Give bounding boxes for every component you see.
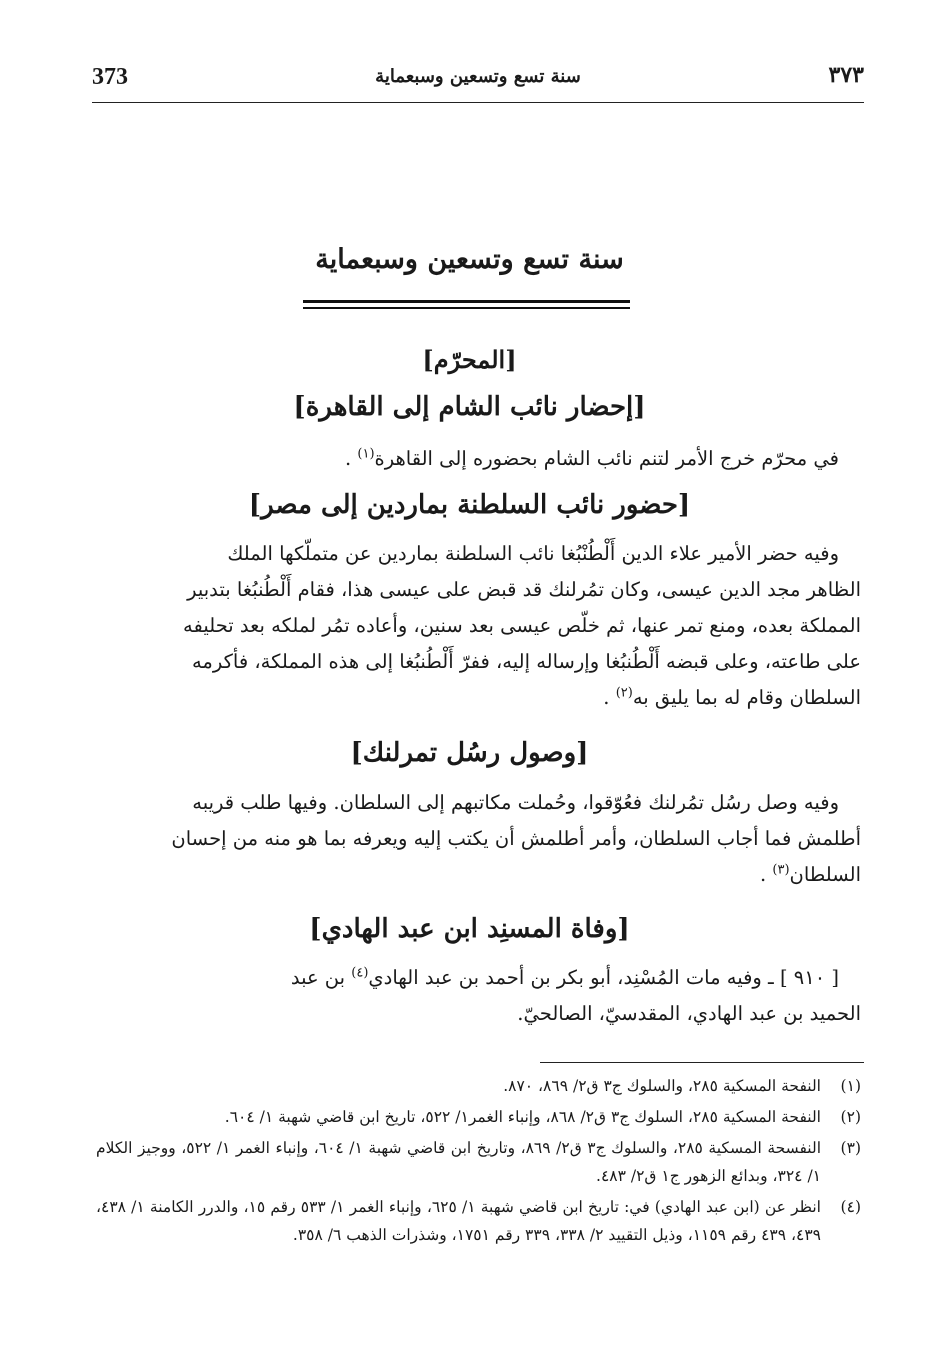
paragraph-line bbox=[96, 960, 861, 996]
footnote-number: (١) bbox=[840, 1077, 861, 1095]
line-text: على طاعته، وعلى قبضه أَلْطُنبُغا وإرساله إليه، ففرّ أَلْطُنبُغا إلى هذه المملكة، فأكرمه bbox=[191, 650, 861, 673]
line-text: أطلمش فما أجاب السلطان، وأمر أطلمش أن يكتب إليه ويعرفه بما هو منه من إحسان bbox=[171, 827, 861, 850]
paragraph-line bbox=[96, 608, 861, 644]
footnote-number: (٣) bbox=[840, 1139, 861, 1157]
section-heading: [حضور نائب السلطنة بماردين إلى مصر] bbox=[248, 490, 691, 520]
section-paragraph bbox=[96, 960, 861, 1032]
title-double-rule-bottom bbox=[303, 307, 630, 309]
title-double-rule-top bbox=[303, 300, 630, 303]
paragraph-line bbox=[96, 821, 861, 857]
paragraph-line bbox=[96, 644, 861, 680]
line-text: في محرّم خرج الأمر لتنم نائب الشام بحضوره إلى القاهرة bbox=[374, 447, 839, 470]
paragraph-line bbox=[96, 680, 861, 716]
paragraph-line bbox=[96, 441, 861, 477]
footnote-number: (٤) bbox=[840, 1198, 861, 1216]
page-number-arabic: ٣٧٣ bbox=[828, 62, 864, 88]
line-ending: . bbox=[759, 863, 773, 886]
page-number-latin: 373 bbox=[92, 64, 128, 90]
footnote bbox=[96, 1103, 861, 1131]
line-text: الظاهر مجد الدين عيسى، وكان تمُرلنك قد قبض على عيسى هذا، فقام أَلْطُنبُغا بتدبير bbox=[187, 578, 861, 601]
line-text: وفيه وصل رسُل تمُرلنك فعُوّقوا، وحُملت مكاتبهم إلى السلطان. وفيها طلب قريبه bbox=[192, 791, 839, 814]
running-header bbox=[92, 62, 864, 103]
line-text: السلطان bbox=[789, 863, 861, 886]
paragraph-line bbox=[96, 536, 861, 572]
line-text: وفيه حضر الأمير علاء الدين أَلْطُنْبُغا نائب السلطنة بماردين عن متملّكها الملك bbox=[227, 542, 839, 565]
footnote-number: (٢) bbox=[840, 1108, 861, 1126]
section-paragraph bbox=[96, 536, 861, 716]
section-paragraph bbox=[96, 785, 861, 893]
footnote-marker: (٢) bbox=[615, 685, 633, 701]
line-text: الحميد بن عبد الهادي، المقدسيّ، الصالحيّ. bbox=[517, 1002, 861, 1025]
chapter-title: سنة تسع وتسعين وسبعماية bbox=[315, 244, 624, 275]
section-paragraph bbox=[96, 441, 861, 477]
paragraph-line bbox=[96, 785, 861, 821]
month-heading: [المحرّم] bbox=[422, 345, 517, 374]
footnote-text: النفسحة المسكية ٢٨٥، والسلوك ج٣ ق٢/ ٨٦٩، وتاريخ ابن قاضي شهبة ١/ ٦٠٤، وإنباء الغمر ١/ ٥٢٢، ووجيز الكلام ١/ ٣٢٤، وبدائع الزهور ج١ ق٢/ ٤٨٣. bbox=[96, 1139, 822, 1185]
footnote bbox=[96, 1072, 861, 1100]
line-ending: . bbox=[345, 447, 358, 470]
footnote bbox=[96, 1193, 861, 1249]
line-ending: . bbox=[603, 686, 616, 709]
line-text: المملكة بعده، ومنع تمر عنها، ثم خلّص عيسى بعد سنين، وأعاده تمُر لملكه بعد تحليفه bbox=[183, 614, 861, 637]
line-ending: بن عبد bbox=[290, 966, 352, 989]
footnote-marker: (٤) bbox=[351, 965, 369, 981]
footnote-text: انظر عن (ابن عبد الهادي) في: تاريخ ابن قاضي شهبة ١/ ٦٢٥، وإنباء الغمر ١/ ٥٣٣ رقم ١٥، والدرر الكامنة ١/ ٤٣٨، ٤٣٩، ٤٣٩ رقم ١١٥٩، وذيل التقييد ٢/ ٣٣٨، ٣٣٩ رقم ١٧٥١، وشذرات الذهب ٦/ ٣٥٨. bbox=[96, 1198, 821, 1244]
footnote-separator bbox=[540, 1062, 864, 1063]
line-text: [ ٩١٠ ] ـ وفيه مات المُسْنِد، أبو بكر بن أحمد بن عبد الهادي bbox=[368, 966, 839, 989]
running-title: سنة تسع وتسعين وسبعماية bbox=[375, 66, 581, 87]
footnote-text: النفحة المسكية ٢٨٥، السلوك ج٣ ق٢/ ٨٦٨، وإنباء الغمر١/ ٥٢٢، تاريخ ابن قاضي شهبة ١/ ٦٠٤. bbox=[224, 1108, 821, 1126]
section-heading: [وصول رسُل تمرلنك] bbox=[350, 738, 589, 768]
paragraph-line bbox=[96, 857, 861, 893]
footnote-marker: (٣) bbox=[772, 862, 790, 878]
footnote bbox=[96, 1134, 861, 1190]
footnotes bbox=[96, 1072, 861, 1252]
paragraph-line bbox=[96, 572, 861, 608]
paragraph-line bbox=[96, 996, 861, 1032]
footnote-text: النفحة المسكية ٢٨٥، والسلوك ج٣ ق٢/ ٨٦٩، ٨٧٠. bbox=[503, 1077, 821, 1095]
section-heading: [وفاة المسنِد ابن عبد الهادي] bbox=[309, 914, 630, 944]
section-heading: [إحضار نائب الشام إلى القاهرة] bbox=[293, 392, 646, 422]
footnote-marker: (١) bbox=[357, 446, 375, 462]
line-text: السلطان وقام له بما يليق به bbox=[632, 686, 861, 709]
